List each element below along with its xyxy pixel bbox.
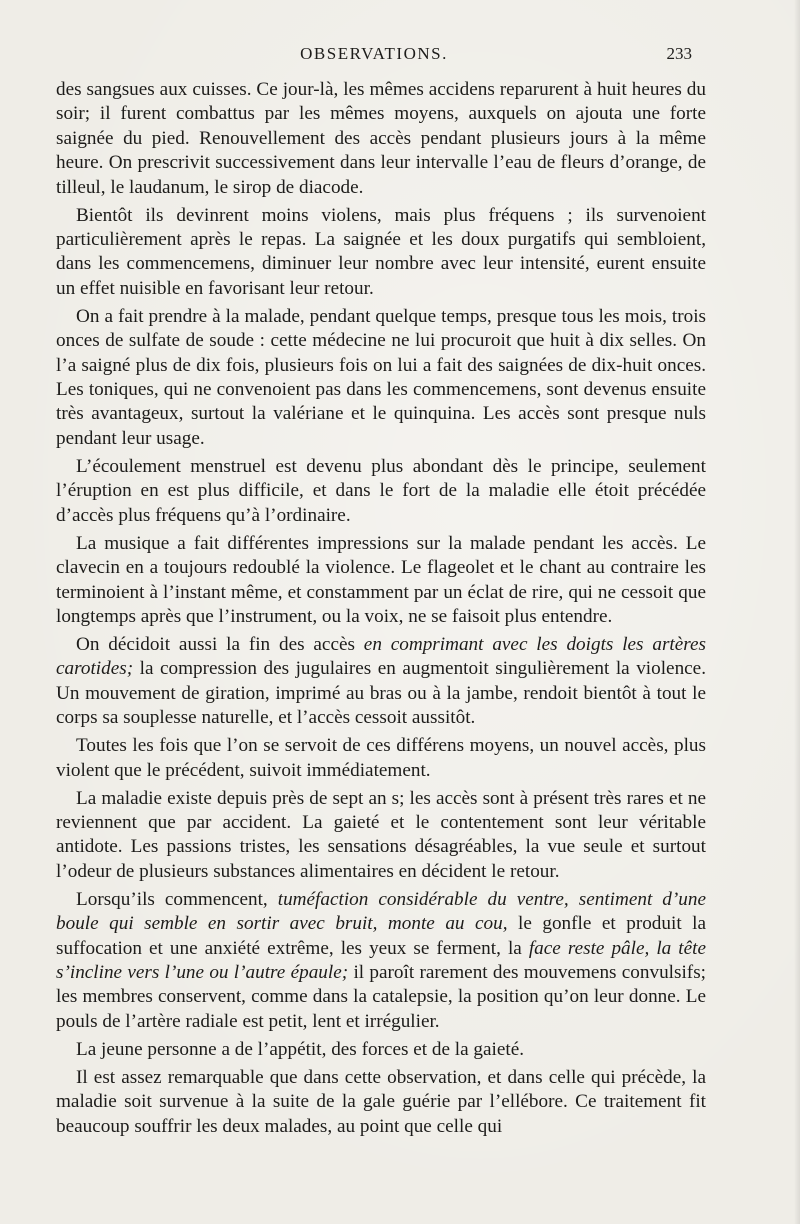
paragraph: [56, 455, 706, 528]
running-title: OBSERVATIONS.: [300, 44, 448, 63]
italic-text: en comprimant avec les doigts les artères carotides;: [56, 633, 707, 680]
paragraph: [56, 1066, 706, 1139]
text-run: la compression des jugulaires en augmentoit singulièrement la violence. Un mouvement de giration, imprimé au bras ou à la jambe, rendoit bientôt à tout le corps sa souplesse naturelle, et l’accès cessoit aussitôt.: [56, 658, 706, 729]
paragraph: [56, 78, 706, 200]
paragraph: [56, 532, 706, 630]
italic-text: face reste pâle, la tête s’incline vers l’une ou l’autre épaule;: [56, 937, 706, 983]
paragraph: [56, 633, 706, 731]
text-run: Toutes les fois que l’on se servoit de ces différens moyens, un nouvel accès, plus violent que le précédent, suivoit immédiatement.: [56, 735, 706, 781]
paragraph: [56, 787, 706, 885]
text-run: Il est assez remarquable que dans cette observation, et dans celle qui précède, la maladie soit survenue à la suite de la gale guérie par l’ellébore. Ce traitement fit beaucoup souffrir les deux malades, au point que celle qui: [56, 1066, 706, 1137]
page-edge-shadow: [794, 0, 800, 1224]
text-run: On a fait prendre à la malade, pendant quelque temps, presque tous les mois, trois onces de sulfate de soude : cette médecine ne lui procuroit que huit à dix selles. On l’a saigné plus de dix fois, plusieurs fois on lui a fait des saignées de dix-huit onces. Les toniques, qui ne convenoient pas dans les commencemens, sont devenus ensuite très avantageux, surtout la valériane et le quinquina. Les accès sont presque nuls pendant leur usage.: [56, 305, 706, 449]
text-run: il paroît rarement des mouvemens convulsifs; les membres conservent, comme dans la catalepsie, la position qu’on leur donne. Le pouls de l’artère radiale est petit, lent et irrégulier.: [56, 961, 706, 1032]
text-run: des sangsues aux cuisses. Ce jour-là, les mêmes accidens reparurent à huit heures du soir; il furent combattus par les mêmes moyens, auxquels on ajouta une forte saignée du pied. Renouvellement des accès pendant plusieurs jours à la même heure. On prescrivit successivement dans leur intervalle l’eau de fleurs d’orange, de tilleul, le laudanum, le sirop de diacode.: [56, 79, 706, 198]
text-run: le gonfle et produit la suffocation et une anxiété extrême, les yeux se ferment, la: [56, 913, 706, 959]
text-run: La maladie existe depuis près de sept an s; les accès sont à présent très rares et ne reviennent que par accident. La gaieté et le contentement sont leur véritable antidote. Les passions tristes, les sensations désagréables, la vue seule et surtout l’odeur de plusieurs substances alimentaires en décident le retour.: [56, 787, 706, 882]
running-header: [56, 44, 692, 70]
text-run: Bientôt ils devinrent moins violens, mais plus fréquens ; ils survenoient particulièrement après le repas. La saignée et les doux purgatifs qui sembloient, dans les commencemens, diminuer leur nombre avec leur intensité, eurent ensuite un effet nuisible en favorisant leur retour.: [56, 204, 706, 299]
paragraph: [56, 305, 706, 451]
italic-text: tuméfaction considérable du ventre, sentiment d’une boule qui semble en sortir avec bruit, monte au cou,: [56, 888, 706, 935]
text-run: Lorsqu’ils commencent,: [76, 888, 278, 910]
text-run: On décidoit aussi la fin des accès: [76, 633, 364, 655]
paragraph: [56, 204, 706, 302]
paragraph: [56, 888, 706, 1034]
page-number: 233: [666, 44, 692, 63]
text-run: La jeune personne a de l’appétit, des forces et de la gaieté.: [76, 1038, 525, 1060]
paragraph: [56, 1038, 706, 1062]
text-run: L’écoulement menstruel est devenu plus abondant dès le principe, seulement l’éruption en est plus difficile, et dans le fort de la maladie elle étoit précédée d’accès plus fréquens qu’à l’ordinaire.: [56, 455, 706, 526]
text-run: La musique a fait différentes impressions sur la malade pendant les accès. Le clavecin en a toujours redoublé la violence. Le flageolet et le chant au contraire les terminoient à l’instant même, et constamment par un éclat de rire, qui ne cessoit que longtemps après que l’instrument, ou la voix, ne se faisoit plus entendre.: [56, 532, 706, 627]
paragraph: [56, 734, 706, 783]
body-text: [56, 78, 706, 1139]
